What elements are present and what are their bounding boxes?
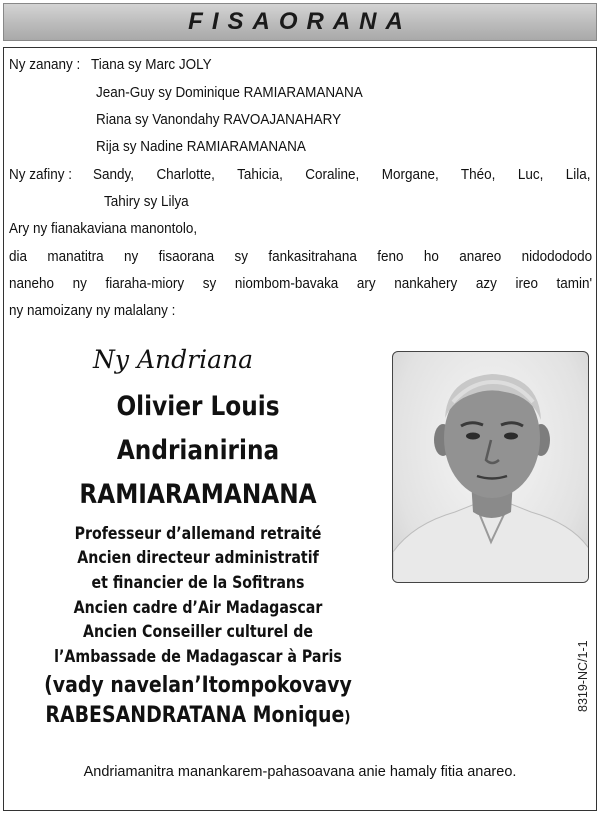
role-line: Ancien Conseiller culturel de	[83, 622, 313, 641]
closing-blessing: Andriamanitra manankarem-pahasoavana anie hamaly fitia anareo.	[83, 764, 517, 780]
children-label: Ny zanany :	[9, 57, 81, 73]
grandchildren-line: Tahiry sy Lilya	[104, 194, 189, 210]
message-line: dia manatitra ny fisaorana sy fankasitrahana feno ho anareo nidodododo	[9, 249, 593, 265]
spouse-line: (vady navelan’Itompokovavy	[44, 673, 352, 698]
message-line: Ary ny fianakaviana manontolo,	[9, 221, 198, 237]
honorific: Ny Andriana	[93, 345, 253, 374]
child-item: Riana sy Vanondahy RAVOAJANAHARY	[96, 112, 342, 128]
spouse-line: RABESANDRATANA Monique)	[45, 703, 351, 728]
deceased-surname: RAMIARAMANANA	[79, 479, 317, 510]
role-line: Ancien directeur administratif	[77, 548, 319, 567]
child-item: Jean-Guy sy Dominique RAMIARAMANANA	[96, 85, 363, 101]
grandchildren-line: Sandy, Charlotte, Tahicia, Coraline, Morgane, Théo, Luc, Lila,	[93, 167, 591, 183]
role-line: Professeur d’allemand retraité	[74, 524, 322, 543]
portrait-image	[393, 352, 589, 583]
role-line: et financier de la Sofitrans	[91, 573, 305, 592]
header-banner	[3, 3, 597, 41]
deceased-name: Andrianirina	[116, 435, 280, 466]
child-item: Rija sy Nadine RAMIARAMANANA	[96, 139, 306, 155]
portrait-photo	[392, 351, 589, 583]
message-line: ny namoizany ny malalany :	[9, 303, 176, 319]
child-item: Tiana sy Marc JOLY	[91, 57, 212, 73]
message-line: naneho ny fiaraha-miory sy niombom-bavaka ary nankahery azy ireo tamin'	[9, 276, 593, 292]
grandchildren-label: Ny zafiny :	[9, 167, 72, 183]
deceased-name: Olivier Louis	[116, 391, 280, 422]
reference-code: 8319-NC/1-1	[576, 640, 590, 712]
page-title: FISAORANA	[188, 8, 412, 35]
role-line: Ancien cadre d’Air Madagascar	[73, 598, 323, 617]
role-line: l’Ambassade de Madagascar à Paris	[54, 647, 342, 666]
